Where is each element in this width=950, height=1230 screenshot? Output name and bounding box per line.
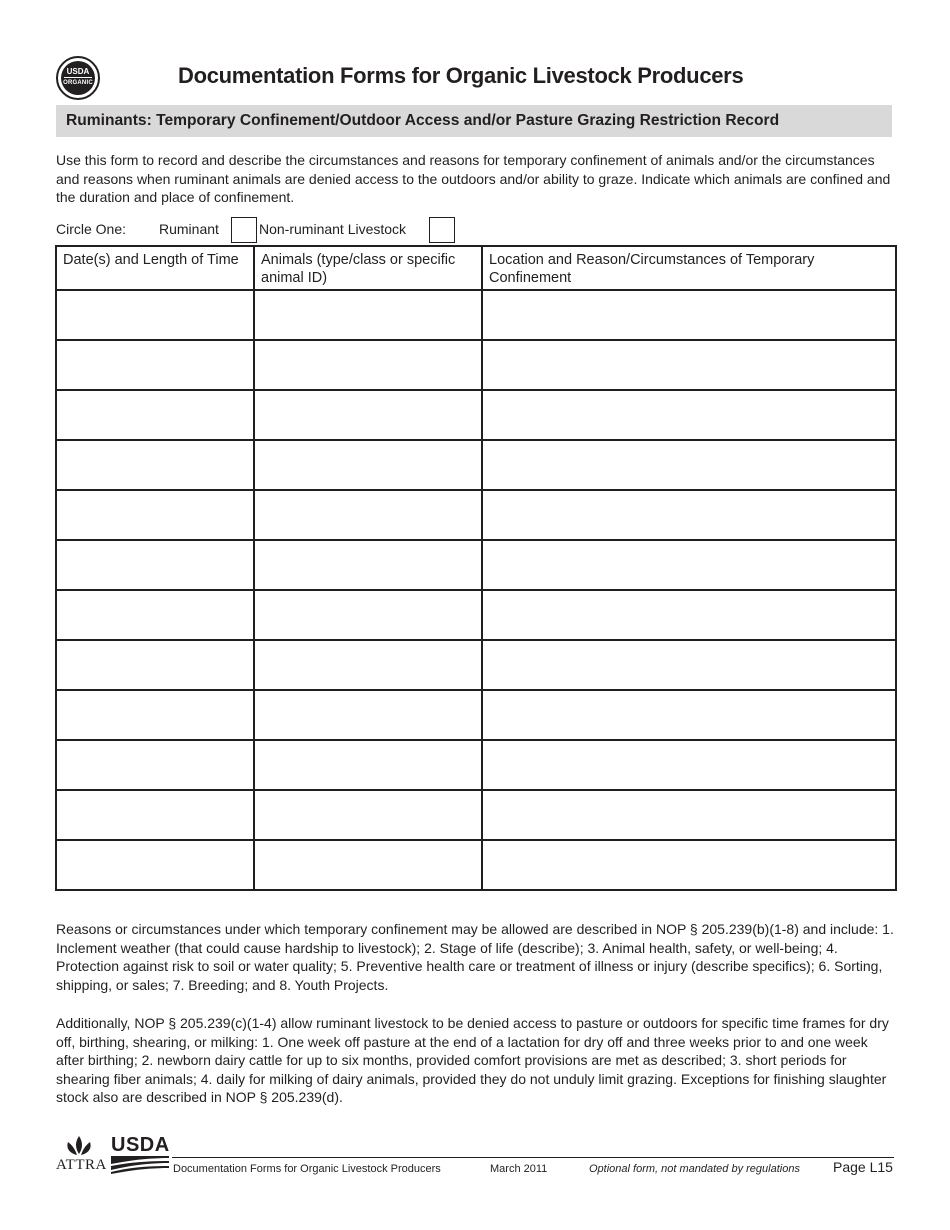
table-header-row [56,246,896,290]
table-row [56,690,896,740]
location-reason-cell[interactable] [482,590,896,640]
table-row [56,540,896,590]
seal-organic-text: ORGANIC [63,80,93,86]
usda-swoosh-icon [111,1154,169,1174]
location-reason-cell[interactable] [482,640,896,690]
attra-logo-text: ATTRA [56,1157,107,1173]
date-length-cell[interactable] [56,290,254,340]
table-row [56,290,896,340]
non-ruminant-checkbox[interactable] [429,217,455,243]
table-row [56,590,896,640]
ruminant-checkbox[interactable] [231,217,257,243]
table-row [56,740,896,790]
location-reason-cell[interactable] [482,540,896,590]
option-ruminant-label: Ruminant [159,221,219,237]
animals-cell[interactable] [254,790,482,840]
column-header-location-reason: Location and Reason/Circumstances of Temporary Confinement [482,246,896,290]
location-reason-cell[interactable] [482,390,896,440]
animals-cell[interactable] [254,290,482,340]
location-reason-cell[interactable] [482,290,896,340]
location-reason-cell[interactable] [482,490,896,540]
page-title: Documentation Forms for Organic Livestock Producers [178,63,744,88]
animals-cell[interactable] [254,540,482,590]
date-length-cell[interactable] [56,590,254,640]
date-length-cell[interactable] [56,740,254,790]
usda-logo-text: USDA [111,1134,170,1156]
date-length-cell[interactable] [56,340,254,390]
location-reason-cell[interactable] [482,740,896,790]
animals-cell[interactable] [254,690,482,740]
animals-cell[interactable] [254,590,482,640]
reasons-text: Reasons or circumstances under which temporary confinement may be allowed are described in NOP § 205.239(b)(1-8) and include: 1. Inclement weather (that could cause hardship to livestock); 2. Stage of life (describe); 3. Animal health, safety, or well-being; 4. Protection against risk to soil or water quality; 5. Preventive health care or treatment of illness or injury (describe specifics); 6. Sorting, shipping, or sales; 7. Breeding; and 8. Youth Projects. [56,921,894,993]
animals-cell[interactable] [254,740,482,790]
table-row [56,840,896,890]
footer-note: Optional form, not mandated by regulations [589,1163,800,1175]
table-row [56,390,896,440]
table-row [56,640,896,690]
usda-organic-seal [56,56,100,100]
date-length-cell[interactable] [56,540,254,590]
date-length-cell[interactable] [56,440,254,490]
section-banner [56,105,892,137]
section-subtitle: Ruminants: Temporary Confinement/Outdoor Access and/or Pasture Grazing Restriction Record [66,112,780,129]
date-length-cell[interactable] [56,490,254,540]
table-row [56,790,896,840]
column-header-dates: Date(s) and Length of Time [56,246,254,290]
page-number: Page L15 [833,1159,893,1175]
confinement-record-table [55,245,897,891]
date-length-cell[interactable] [56,640,254,690]
intro-text: Use this form to record and describe the circumstances and reasons for temporary confinement of animals and/or the circumstances and reasons when ruminant animals are denied access to the outdoors and/or ability to graze. Indicate which animals are confined and the duration and place of confinement. [56,152,891,205]
location-reason-cell[interactable] [482,690,896,740]
circle-one-row [56,216,476,244]
seal-usda-text: USDA [66,67,90,76]
footer-date: March 2011 [490,1163,548,1175]
additional-text: Additionally, NOP § 205.239(c)(1-4) allow ruminant livestock to be denied access to pasture or outdoors for specific time frames for dry off, birthing, shearing, or milking: 1. One week off pasture at the end of a lactation for dry off and three weeks prior to and one week after birthing; 2. newborn dairy cattle for up to six months, provided comfort provisions are met as described; 3. short periods for shearing fiber animals; 4. daily for milking of dairy animals, provided they do not unduly limit grazing. Exceptions for finishing slaughter stock also are described in NOP § 205.239(d). [56,1015,889,1105]
location-reason-cell[interactable] [482,840,896,890]
animals-cell[interactable] [254,840,482,890]
circle-one-label: Circle One: [56,221,127,237]
date-length-cell[interactable] [56,790,254,840]
column-header-animals: Animals (type/class or specific animal ID) [254,246,482,290]
table-row [56,340,896,390]
date-length-cell[interactable] [56,390,254,440]
location-reason-cell[interactable] [482,340,896,390]
option-non-ruminant-label: Non-ruminant Livestock [259,221,407,237]
location-reason-cell[interactable] [482,790,896,840]
animals-cell[interactable] [254,390,482,440]
animals-cell[interactable] [254,490,482,540]
animals-cell[interactable] [254,640,482,690]
table-row [56,440,896,490]
date-length-cell[interactable] [56,840,254,890]
animals-cell[interactable] [254,440,482,490]
footer-divider [172,1157,894,1158]
date-length-cell[interactable] [56,690,254,740]
animals-cell[interactable] [254,340,482,390]
location-reason-cell[interactable] [482,440,896,490]
table-row [56,490,896,540]
footer-doc-title: Documentation Forms for Organic Livestock Producers [173,1163,441,1175]
